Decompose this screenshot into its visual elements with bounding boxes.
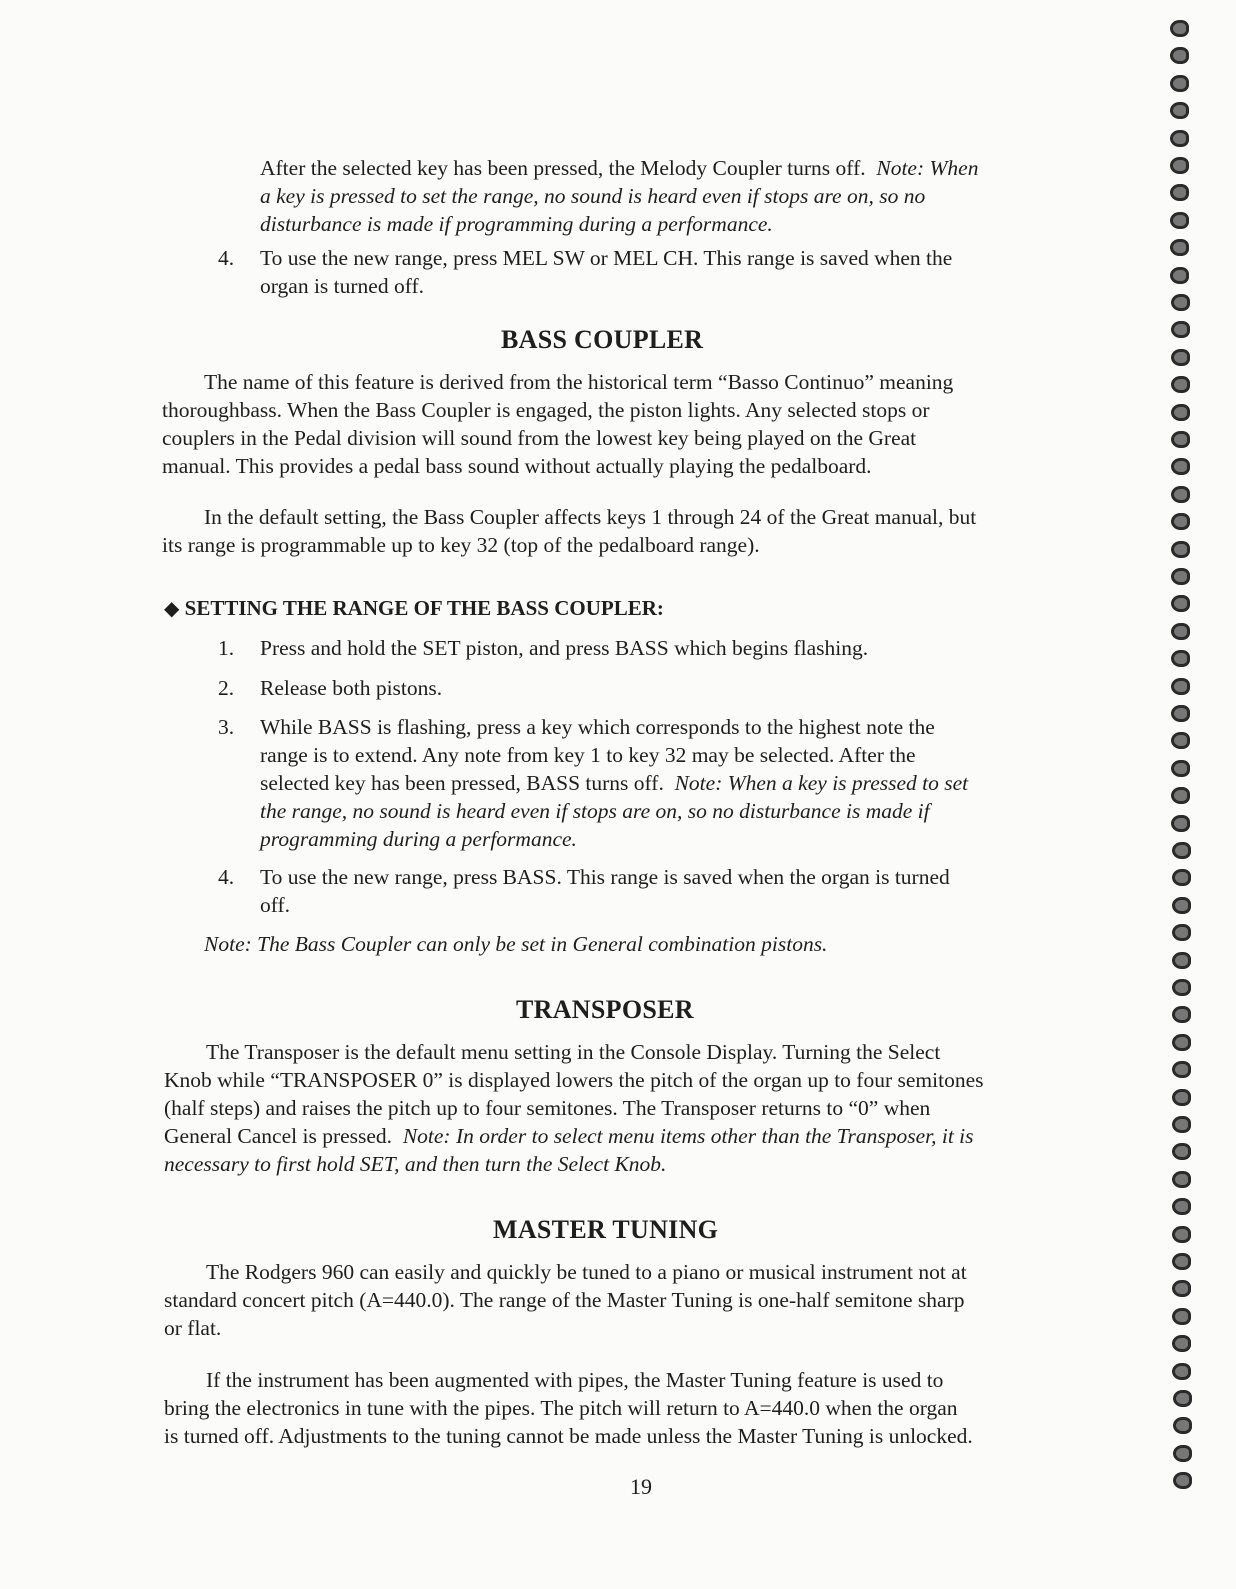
binding-coil-icon (1170, 102, 1189, 119)
binding-coil-icon (1173, 1390, 1192, 1407)
step-line: To use the new range, press BASS. This range is saved when the organ is turned (260, 865, 950, 889)
binding-coil-icon (1171, 623, 1190, 640)
binding-coil-icon (1172, 842, 1191, 859)
note-line: necessary to first hold SET, and then turn the Select Knob. (164, 1152, 667, 1176)
step-line: range is to extend. Any note from key 1 to key 32 may be selected. After the (260, 743, 916, 767)
binding-coil-icon (1172, 897, 1191, 914)
binding-coil-icon (1172, 1034, 1191, 1051)
range-step-1: Press and hold the SET piston, and press BASS which begins flashing. (260, 636, 869, 660)
binding-coil-icon (1172, 1198, 1191, 1215)
binding-coil-icon (1172, 1143, 1191, 1160)
diamond-bullet-icon: ◆ (164, 598, 180, 620)
note-line: a key is pressed to set the range, no sound is heard even if stops are on, so no (260, 184, 926, 208)
page-number: 19 (630, 1474, 652, 1499)
para-line: If the instrument has been augmented with pipes, the Master Tuning feature is used to (206, 1368, 944, 1392)
step-line: off. (260, 893, 291, 917)
para-line: manual. This provides a pedal bass sound without actually playing the pedalboard. (162, 454, 872, 478)
para-line: (half steps) and raises the pitch up to four semitones. The Transposer returns to “0” when (164, 1096, 931, 1120)
binding-coil-icon (1172, 1089, 1191, 1106)
para-line: couplers in the Pedal division will sound from the lowest key being played on the Great (162, 426, 917, 450)
para-line: thoroughbass. When the Bass Coupler is engaged, the piston lights. Any selected stops or (162, 398, 930, 422)
para-line: bring the electronics in tune with the pipes. The pitch will return to A=440.0 when the organ (164, 1396, 958, 1420)
binding-coil-icon (1171, 513, 1190, 530)
step-line: organ is turned off. (260, 274, 425, 298)
binding-coil-icon (1173, 1445, 1192, 1462)
para-line: its range is programmable up to key 32 (top of the pedalboard range). (162, 533, 760, 557)
melody-step3-continued (260, 154, 978, 238)
binding-coil-icon (1171, 787, 1190, 804)
binding-coil-icon (1172, 1335, 1191, 1352)
step-line: To use the new range, press MEL SW or MEL CH. This range is saved when the (260, 246, 953, 270)
bass-coupler-note: Note: The Bass Coupler can only be set in General combination pistons. (204, 932, 828, 956)
para-line: General Cancel is pressed. (164, 1124, 393, 1148)
note-line: programming during a performance. (260, 827, 577, 851)
para-line: The Transposer is the default menu setting in the Console Display. Turning the Select (206, 1040, 941, 1064)
binding-coil-icon (1170, 212, 1189, 229)
binding-coil-icon (1172, 1116, 1191, 1133)
note-line: the range, no sound is heard even if stops are on, so no disturbance is made if (260, 799, 930, 823)
binding-coil-icon (1172, 924, 1191, 941)
transposer-paragraph (164, 1038, 984, 1178)
binding-coil-icon (1172, 952, 1191, 969)
binding-coil-icon (1171, 486, 1190, 503)
binding-coil-icon (1172, 1061, 1191, 1078)
binding-coil-icon (1170, 130, 1189, 147)
binding-coil-icon (1172, 1226, 1191, 1243)
binding-coil-icon (1171, 760, 1190, 777)
binding-coil-icon (1170, 267, 1189, 284)
binding-coil-icon (1171, 404, 1190, 421)
binding-coil-icon (1171, 431, 1190, 448)
spiral-binding (1170, 20, 1200, 1570)
para-line: is turned off. Adjustments to the tuning cannot be made unless the Master Tuning is unlocked. (164, 1424, 973, 1448)
binding-coil-icon (1171, 678, 1190, 695)
step-number: 4. (218, 865, 235, 889)
section-heading-master-tuning: MASTER TUNING (493, 1215, 719, 1244)
binding-coil-icon (1172, 1280, 1191, 1297)
range-step-3 (260, 713, 968, 853)
binding-coil-icon (1172, 1308, 1191, 1325)
para-line: The Rodgers 960 can easily and quickly be tuned to a piano or musical instrument not at (206, 1260, 967, 1284)
binding-coil-icon (1172, 1171, 1191, 1188)
master-tuning-paragraph-1 (164, 1258, 967, 1342)
binding-coil-icon (1171, 595, 1190, 612)
binding-coil-icon (1172, 869, 1191, 886)
binding-coil-icon (1173, 1472, 1192, 1489)
text: After the selected key has been pressed, the Melody Coupler turns off. (260, 156, 866, 180)
step-line: While BASS is flashing, press a key which corresponds to the highest note the (260, 715, 935, 739)
binding-coil-icon (1170, 157, 1189, 174)
range-step-2: Release both pistons. (260, 676, 443, 700)
binding-coil-icon (1171, 815, 1190, 832)
binding-coil-icon (1170, 239, 1189, 256)
para-line: standard concert pitch (A=440.0). The range of the Master Tuning is one-half semitone sharp (164, 1288, 965, 1312)
binding-coil-icon (1171, 705, 1190, 722)
binding-coil-icon (1171, 568, 1190, 585)
binding-coil-icon (1172, 1253, 1191, 1270)
note-lead: Note: When (876, 156, 979, 180)
para-line: The name of this feature is derived from the historical term “Basso Continuo” meaning (204, 370, 954, 394)
step-number: 2. (218, 676, 235, 700)
subheading-setting-range (164, 596, 664, 621)
subheading-text: SETTING THE RANGE OF THE BASS COUPLER: (184, 596, 664, 620)
binding-coil-icon (1172, 1363, 1191, 1380)
note-lead: Note: When a key is pressed to set (674, 771, 969, 795)
binding-coil-icon (1171, 458, 1190, 475)
melody-step4 (260, 244, 952, 300)
binding-coil-icon (1170, 75, 1189, 92)
master-tuning-paragraph-2 (164, 1366, 973, 1450)
binding-coil-icon (1171, 349, 1190, 366)
step-number: 4. (218, 246, 235, 270)
binding-coil-icon (1171, 376, 1190, 393)
binding-coil-icon (1172, 1006, 1191, 1023)
binding-coil-icon (1172, 979, 1191, 996)
binding-coil-icon (1171, 732, 1190, 749)
para-line: or flat. (164, 1316, 222, 1340)
step-number: 1. (218, 636, 235, 660)
para-line: Knob while “TRANSPOSER 0” is displayed lowers the pitch of the organ up to four semitones (164, 1068, 984, 1092)
step-line: selected key has been pressed, BASS turns off. (260, 771, 664, 795)
binding-coil-icon (1170, 184, 1189, 201)
binding-coil-icon (1171, 650, 1190, 667)
binding-coil-icon (1170, 47, 1189, 64)
bass-coupler-paragraph-2 (162, 503, 976, 559)
range-step-4 (260, 863, 950, 919)
bass-coupler-paragraph-1 (162, 368, 953, 480)
para-line: In the default setting, the Bass Coupler affects keys 1 through 24 of the Great manual, but (204, 505, 977, 529)
binding-coil-icon (1173, 1417, 1192, 1434)
binding-coil-icon (1171, 541, 1190, 558)
section-heading-transposer: TRANSPOSER (516, 995, 694, 1024)
note-line: disturbance is made if programming during a performance. (260, 212, 773, 236)
note-lead: Note: In order to select menu items other than the Transposer, it is (402, 1124, 974, 1148)
section-heading-bass-coupler: BASS COUPLER (501, 325, 704, 354)
step-number: 3. (218, 715, 235, 739)
binding-coil-icon (1171, 294, 1190, 311)
binding-coil-icon (1171, 321, 1190, 338)
binding-coil-icon (1170, 20, 1189, 37)
